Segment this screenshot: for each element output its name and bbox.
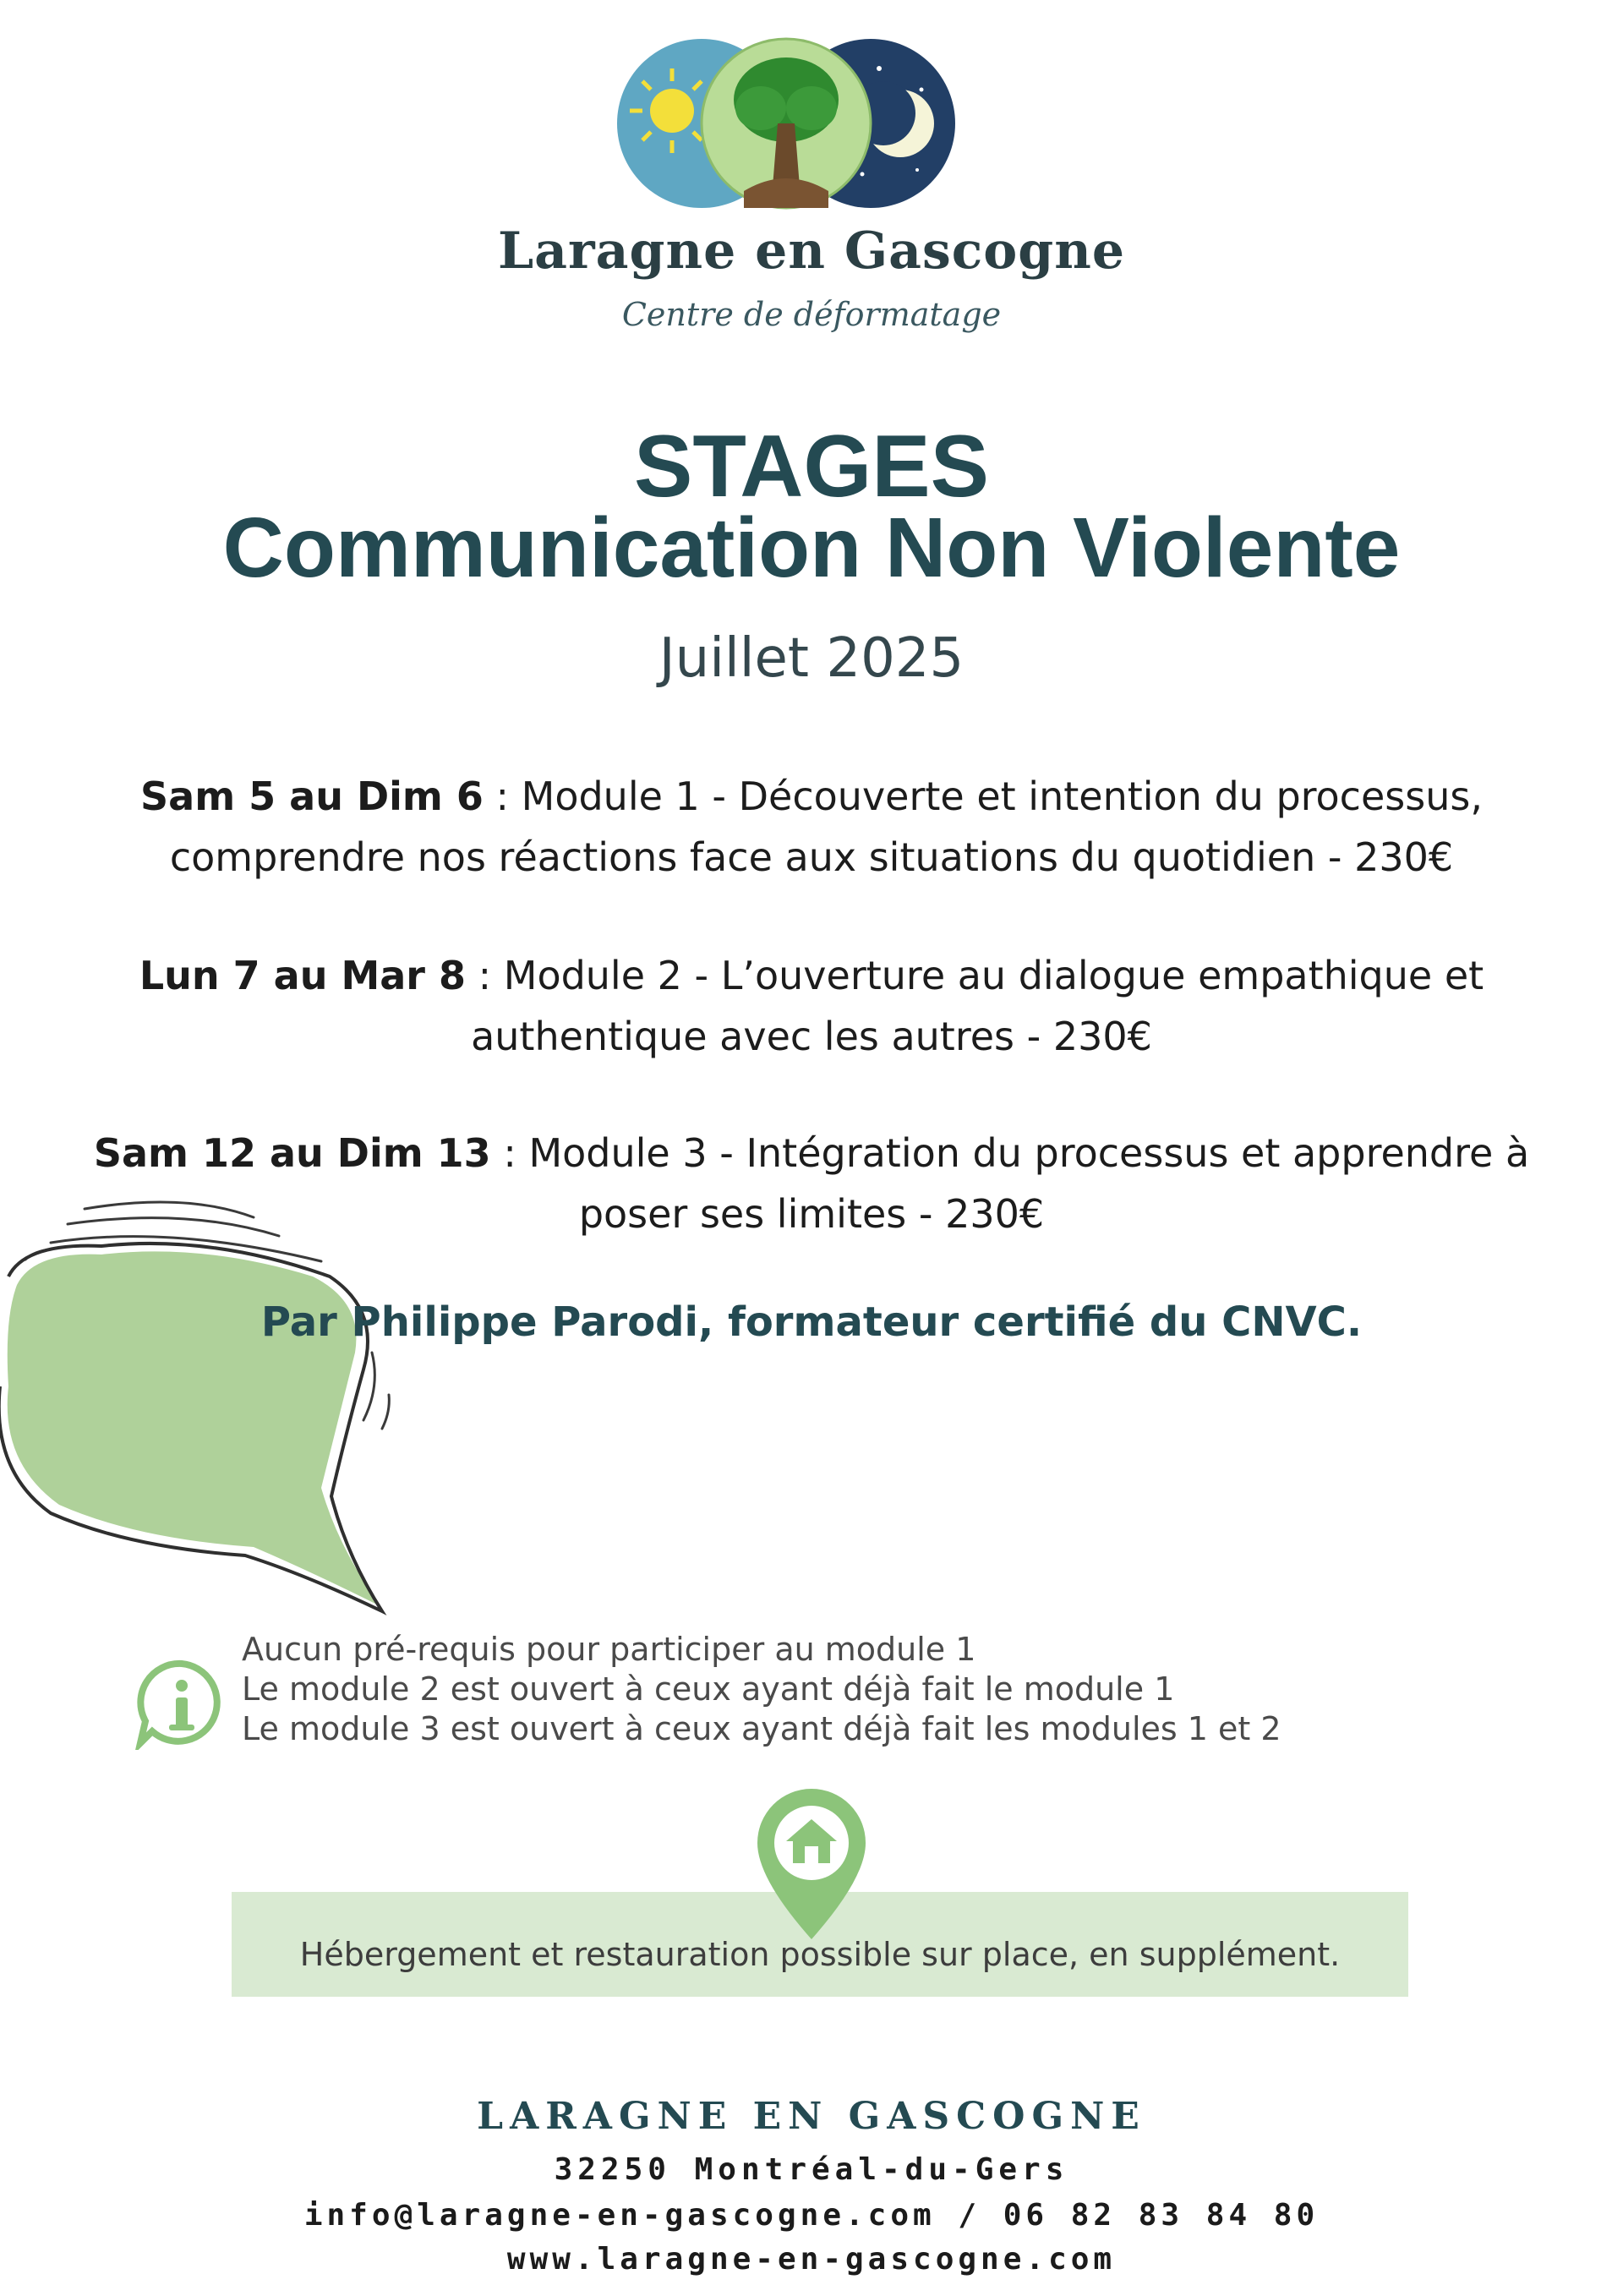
module-1-text: Module 1 - Découverte et intention du processus, comprendre nos réactions face aux situations du quotidien - 230€ bbox=[169, 774, 1483, 880]
module-2-dates: Lun 7 au Mar 8 bbox=[139, 953, 466, 998]
page-subtitle: Communication Non Violente bbox=[222, 500, 1401, 595]
footer-org-name: LARAGNE EN GASCOGNE bbox=[477, 2095, 1146, 2138]
page-title: STAGES bbox=[634, 418, 989, 516]
org-tagline: Centre de déformatage bbox=[621, 296, 1002, 333]
trainer-credit: Par Philippe Parodi, formateur certifié du CNVC. bbox=[260, 1298, 1363, 1346]
module-3-separator: : bbox=[490, 1130, 529, 1176]
module-3-text: Module 3 - Intégration du processus et apprendre à poser ses limites - 230€ bbox=[528, 1130, 1530, 1237]
module-1-separator: : bbox=[483, 774, 522, 819]
logo-circles-icon bbox=[609, 30, 964, 216]
module-1-dates: Sam 5 au Dim 6 bbox=[140, 774, 484, 819]
module-2-separator: : bbox=[466, 953, 504, 998]
footer-contact[interactable]: info@laragne-en-gascogne.com / 06 82 83 84 80 bbox=[303, 2198, 1320, 2233]
prerequisite-item: Le module 2 est ouvert à ceux ayant déjà fait le module 1 bbox=[242, 1670, 1175, 1708]
org-name: Laragne en Gascogne bbox=[497, 221, 1126, 281]
location-pin-house-icon bbox=[752, 1785, 871, 1943]
info-icon bbox=[135, 1657, 228, 1750]
module-3-dates: Sam 12 au Dim 13 bbox=[93, 1130, 491, 1176]
accommodation-text: Hébergement et restauration possible sur place, en supplément. bbox=[299, 1936, 1341, 1973]
module-2-text: Module 2 - L’ouverture au dialogue empathique et authentique avec les autres - 230€ bbox=[471, 953, 1484, 1059]
event-month: Juillet 2025 bbox=[658, 627, 965, 690]
prerequisite-item: Aucun pré-requis pour participer au module 1 bbox=[242, 1631, 976, 1668]
module-3-description bbox=[68, 1123, 1555, 1244]
module-2-description bbox=[68, 945, 1555, 1067]
footer-address: 32250 Montréal-du-Gers bbox=[554, 2152, 1069, 2187]
module-1-description bbox=[68, 766, 1555, 888]
speech-bubble-icon bbox=[0, 1184, 423, 1632]
prerequisite-item: Le module 3 est ouvert à ceux ayant déjà fait les modules 1 et 2 bbox=[242, 1710, 1281, 1747]
prerequisites-list bbox=[242, 1630, 1425, 1749]
footer-website-link[interactable]: www.laragne-en-gascogne.com bbox=[506, 2242, 1117, 2277]
